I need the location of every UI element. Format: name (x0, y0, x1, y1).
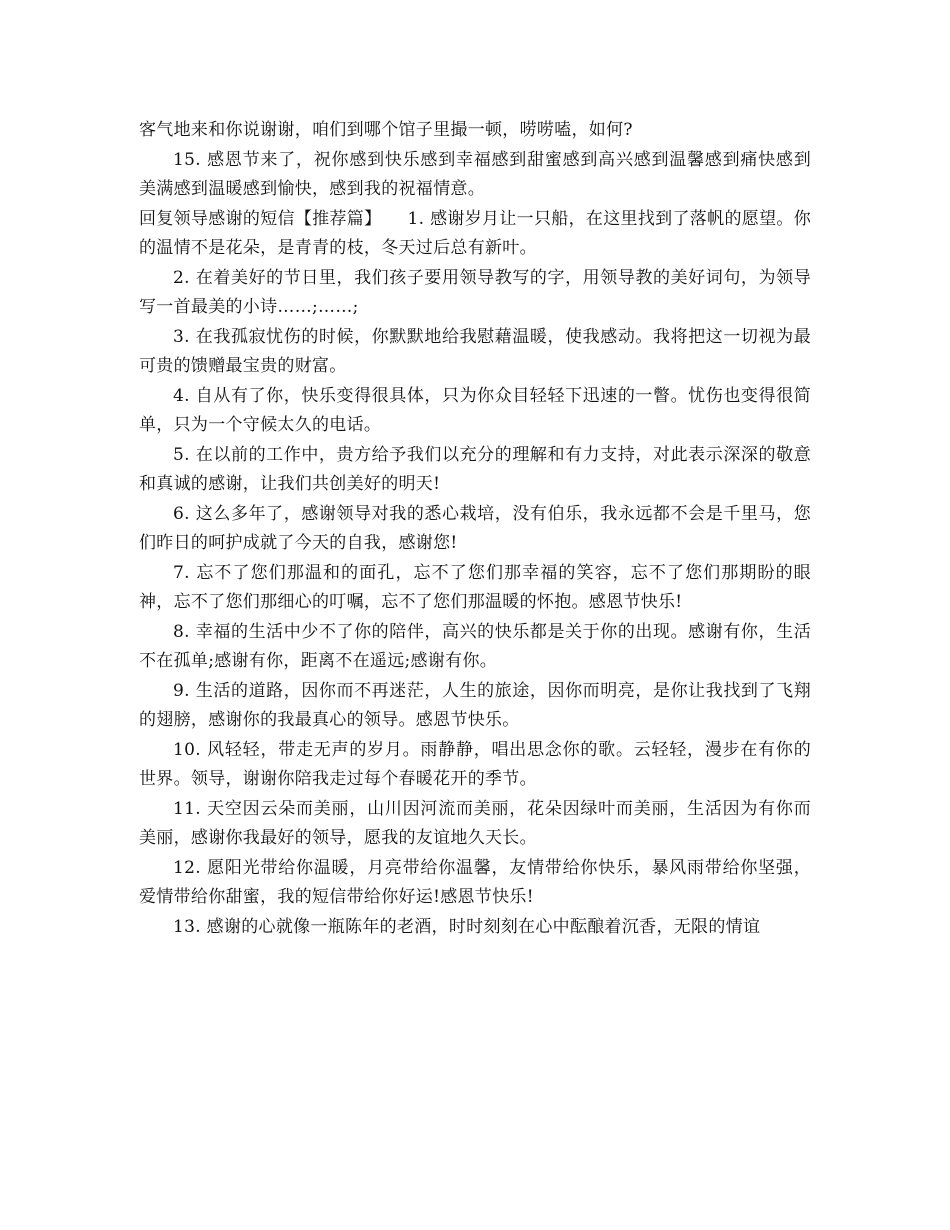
paragraph-8: 8. 幸福的生活中少不了你的陪伴，高兴的快乐都是关于你的出现。感谢有你，生活不在孤单;感谢有你，距离不在遥远;感谢有你。 (139, 621, 811, 671)
paragraph-3: 3. 在我孤寂忧伤的时候，你默默地给我慰藉温暖，使我感动。我将把这一切视为最可贵的馈赠最宝贵的财富。 (139, 326, 811, 376)
paragraph-4: 4. 自从有了你，快乐变得很具体，只为你众目轻轻下迅速的一瞥。忧伤也变得很简单，只为一个守候太久的电话。 (139, 385, 811, 435)
paragraph-10: 10. 风轻轻，带走无声的岁月。雨静静，唱出思念你的歌。云轻轻，漫步在有你的世界。领导，谢谢你陪我走过每个春暖花开的季节。 (139, 739, 811, 789)
paragraph-11: 11. 天空因云朵而美丽，山川因河流而美丽，花朵因绿叶而美丽，生活因为有你而美丽，感谢你我最好的领导，愿我的友谊地久天长。 (139, 798, 811, 848)
paragraph-5: 5. 在以前的工作中，贵方给予我们以充分的理解和有力支持，对此表示深深的敬意和真诚的感谢，让我们共创美好的明天! (139, 444, 811, 494)
paragraph-6: 6. 这么多年了，感谢领导对我的悉心栽培，没有伯乐，我永远都不会是千里马，您们昨日的呵护成就了今天的自我，感谢您! (139, 503, 811, 553)
paragraph-2: 2. 在着美好的节日里，我们孩子要用领导教写的字，用领导教的美好词句，为领导写一首最美的小诗……;……; (139, 267, 811, 317)
paragraph-9: 9. 生活的道路，因你而不再迷茫，人生的旅途，因你而明亮，是你让我找到了飞翔的翅膀，感谢你的我最真心的领导。感恩节快乐。 (139, 680, 811, 730)
paragraph-7: 7. 忘不了您们那温和的面孔，忘不了您们那幸福的笑容，忘不了您们那期盼的眼神，忘不了您们那细心的叮嘱，忘不了您们那温暖的怀抱。感恩节快乐! (139, 562, 811, 612)
paragraph-12: 12. 愿阳光带给你温暖，月亮带给你温馨，友情带给你快乐，暴风雨带给你坚强，爱情带给你甜蜜，我的短信带给你好运!感恩节快乐! (139, 857, 811, 907)
paragraph-13: 13. 感谢的心就像一瓶陈年的老酒，时时刻刻在心中酝酿着沉香，无限的情谊 (173, 916, 761, 937)
paragraph-15: 15. 感恩节来了，祝你感到快乐感到幸福感到甜蜜感到高兴感到温馨感到痛快感到美满感到温暖感到愉快，感到我的祝福情意。 (139, 149, 811, 199)
document-body (139, 116, 811, 942)
paragraph-continuation: 客气地来和你说谢谢，咱们到哪个馆子里撮一顿，唠唠嗑，如何? (139, 120, 633, 140)
section-heading-paragraph: 回复领导感谢的短信【推荐篇】 1. 感谢岁月让一只船，在这里找到了落帆的愿望。你的温情不是花朵，是青青的枝，冬天过后总有新叶。 (139, 208, 811, 258)
